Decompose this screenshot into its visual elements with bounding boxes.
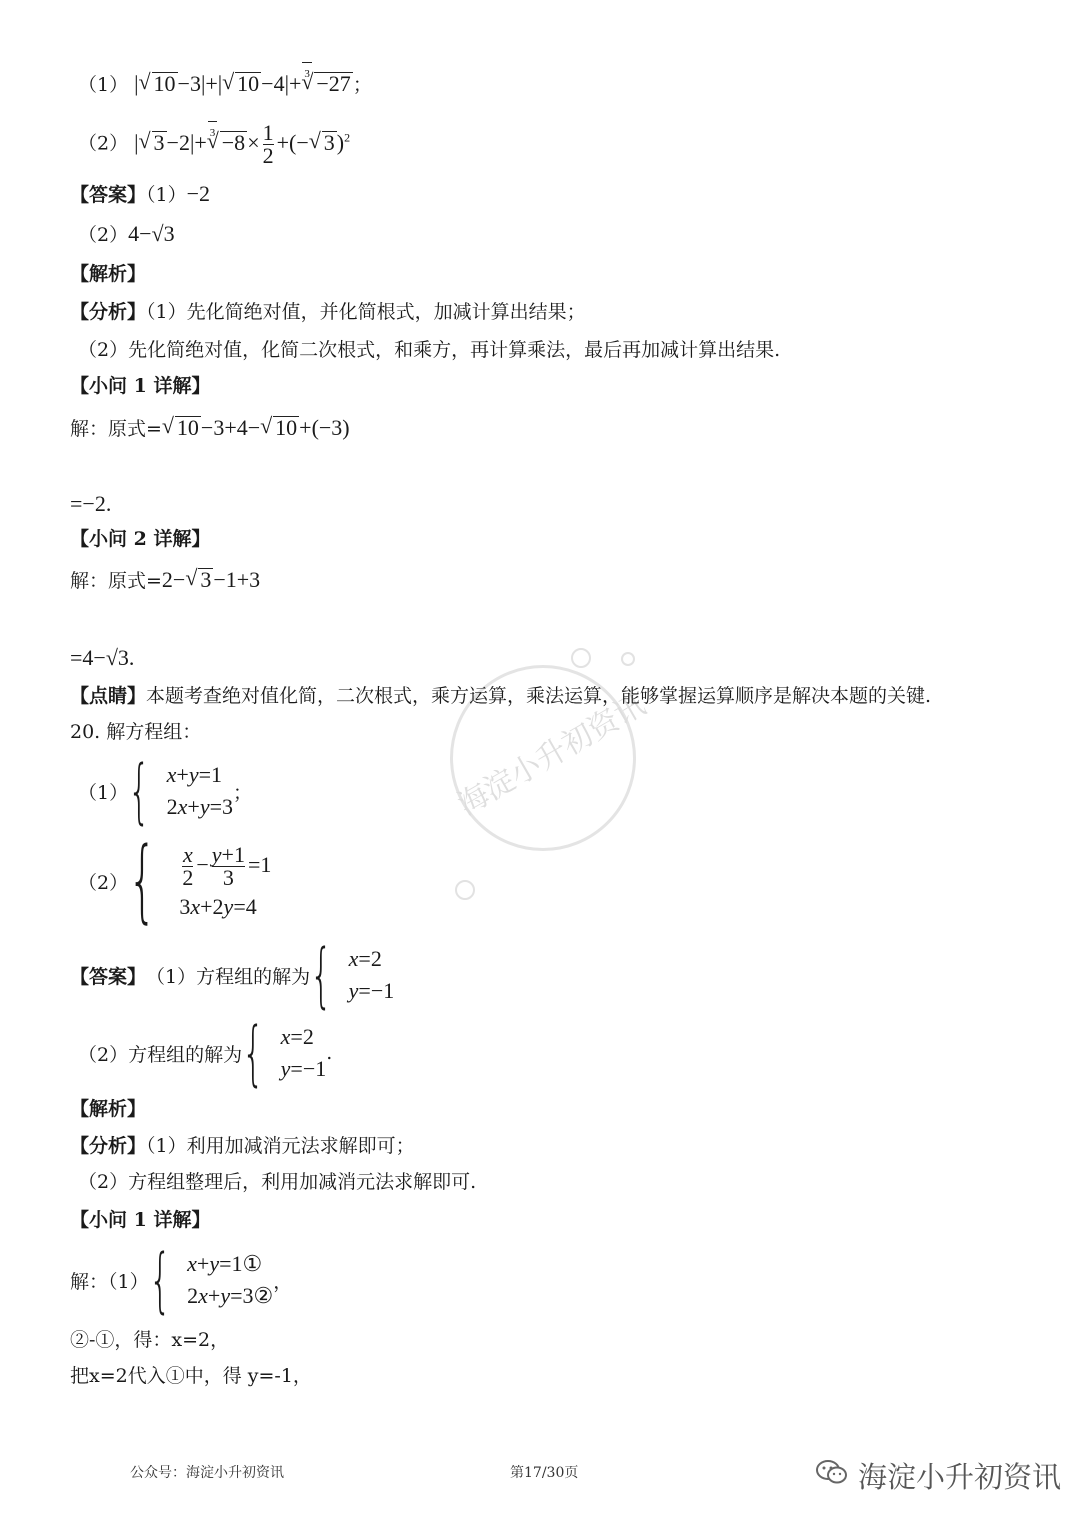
watermark-dot [571,648,591,668]
wechat-icon [815,1458,849,1486]
watermark-dot [455,880,475,900]
q19-answer-1: 【答案】（1）−2 [70,181,211,206]
q20-answer-1: 【答案】 （1）方程组的解为 { x=2 y=−1 [70,934,395,1016]
footer-account: 公众号：海淀小升初资讯 [130,1465,284,1481]
q20-step-2: 把x=2代入①中，得 y=-1， [70,1365,312,1387]
q20-problem-1: （1） { x+y=1 2x+y=3 ； [78,750,253,832]
q20-solution-system: 解：（1） { x+y=1① 2x+y=3② ， [70,1239,293,1321]
q20-analysis-1: 【分析】（1）利用加减消元法求解即可； [70,1135,415,1157]
q19-solution-2: 解：原式=2−√ 3−1+3 [70,566,260,595]
q19-sub1-heading: 【小问 1 详解】 [70,375,211,397]
q19-analysis-heading: 【解析】 [70,263,147,285]
q19-solution-1: 解：原式=√ 10−3+4−√ 10+(−3) [70,414,350,443]
q20-problem-2: （2） { $\frac{x}{2}$ − $\frac{y+1}{3}$ =1 3x+2y=4 [78,828,272,933]
q19-comment: 【点睛】本题考查绝对值化简，二次根式，乘方运算，乘法运算，能够掌握运算顺序是解决本题的关键. [70,685,932,707]
q19-analysis-2: （2）先化简绝对值，化简二次根式，和乘方，再计算乘法，最后再加减计算出结果. [78,339,781,361]
q20-title: 20. 解方程组： [70,721,202,743]
q20-step-1: ②-①，得：x=2， [70,1329,230,1351]
q20-analysis-heading: 【解析】 [70,1098,147,1120]
q19-analysis-1: 【分析】（1）先化简绝对值，并化简根式，加减计算出结果； [70,301,586,323]
q19-solution-2-result: =4−√3. [70,645,135,670]
q19-problem-2: （2） |√ 3−2|+ √ 3 −8× $\frac{1}{2}$ +(−√ 3)$^2$ [78,122,350,167]
q19-problem-1: （1） |√ 10−3|+|√ 10−4|+ √ 3 −27 ； [78,70,372,99]
q20-answer-2: （2）方程组的解为 { x=2 y=−1 . [78,1012,333,1094]
brand-name: 海淀小升初资讯 [858,1460,1062,1494]
q19-solution-1-result: =−2. [70,491,112,516]
page-number: 第17/30页 [510,1465,579,1481]
q20-analysis-2: （2）方程组整理后，利用加减消元法求解即可. [78,1171,477,1193]
watermark-dot [621,652,635,666]
q19-answer-2: （2）4−√3 [78,221,175,246]
watermark-text: 海淀小升初资讯 [452,687,652,823]
q20-sub1-heading: 【小问 1 详解】 [70,1209,211,1231]
q19-sub2-heading: 【小问 2 详解】 [70,528,211,550]
